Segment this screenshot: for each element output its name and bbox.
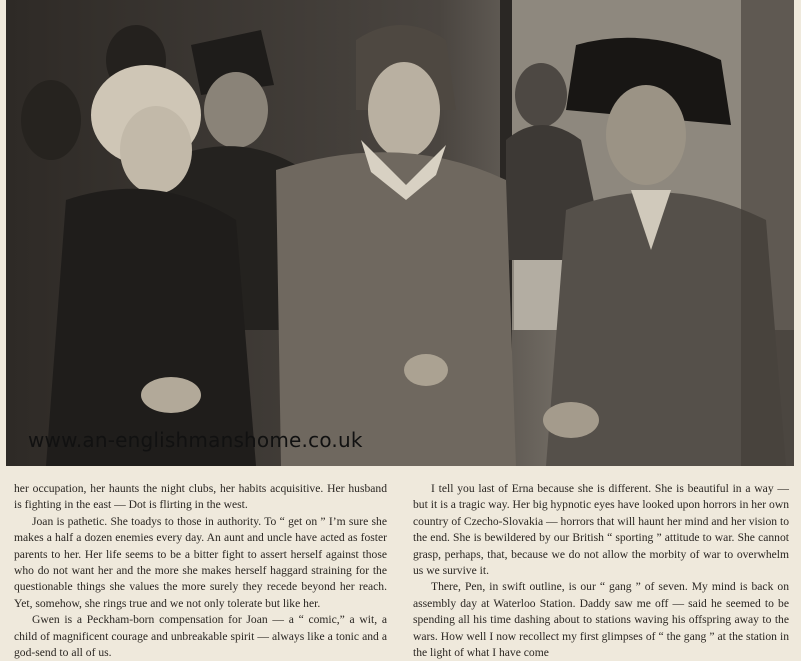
film-still-photo <box>6 0 794 466</box>
article-column-left <box>14 481 387 661</box>
article-column-right <box>413 481 789 661</box>
paragraph: I tell you last of Erna because she is different. She is beautiful in a way — but it is a tragic way. Her big hypnotic eyes have looked upon horrors in her own country of Czecho-Slovakia — horrors that will haunt her mind and her vision to the end. She is bewildered by our British “ sporting ” attitude to war. She cannot grasp, perhaps, that, because we do not allow the morbity of war to overwhelm us we survive it. <box>413 482 789 578</box>
paragraph: There, Pen, in swift outline, is our “ gang ” of seven. My mind is back on assembly day at Waterloo Station. Daddy saw me off — said he seemed to be spending all his time dashing about to stations waving his offspring away to the wars. How well I now recollect my first glimpses of “ the gang ” at the station in the light of what I have come <box>413 580 789 660</box>
watermark-text: www.an-englishmanshome.co.uk <box>28 428 363 452</box>
paragraph: her occupation, her haunts the night clubs, her habits acquisitive. Her husband is fighting in the east — Dot is flirting in the west. <box>14 482 387 512</box>
film-still-illustration <box>6 0 794 466</box>
paragraph: Joan is pathetic. She toadys to those in authority. To “ get on ” I’m sure she makes a half a dozen enemies every day. An aunt and uncle have acted as foster parents to her. Her life seems to be a bitter fight to assert herself against those who do not want her and the more she makes herself haggard straining for the questionable things she values the more surely they recede beyond her reach. Yet, somehow, she rings true and we not only tolerate but like her. <box>14 514 387 610</box>
paragraph: Gwen is a Peckham-born compensation for Joan — a “ comic,” a wit, a child of magnificent courage and unbreakable spirit — always like a tonic and a god-send to all of us. <box>14 613 387 660</box>
